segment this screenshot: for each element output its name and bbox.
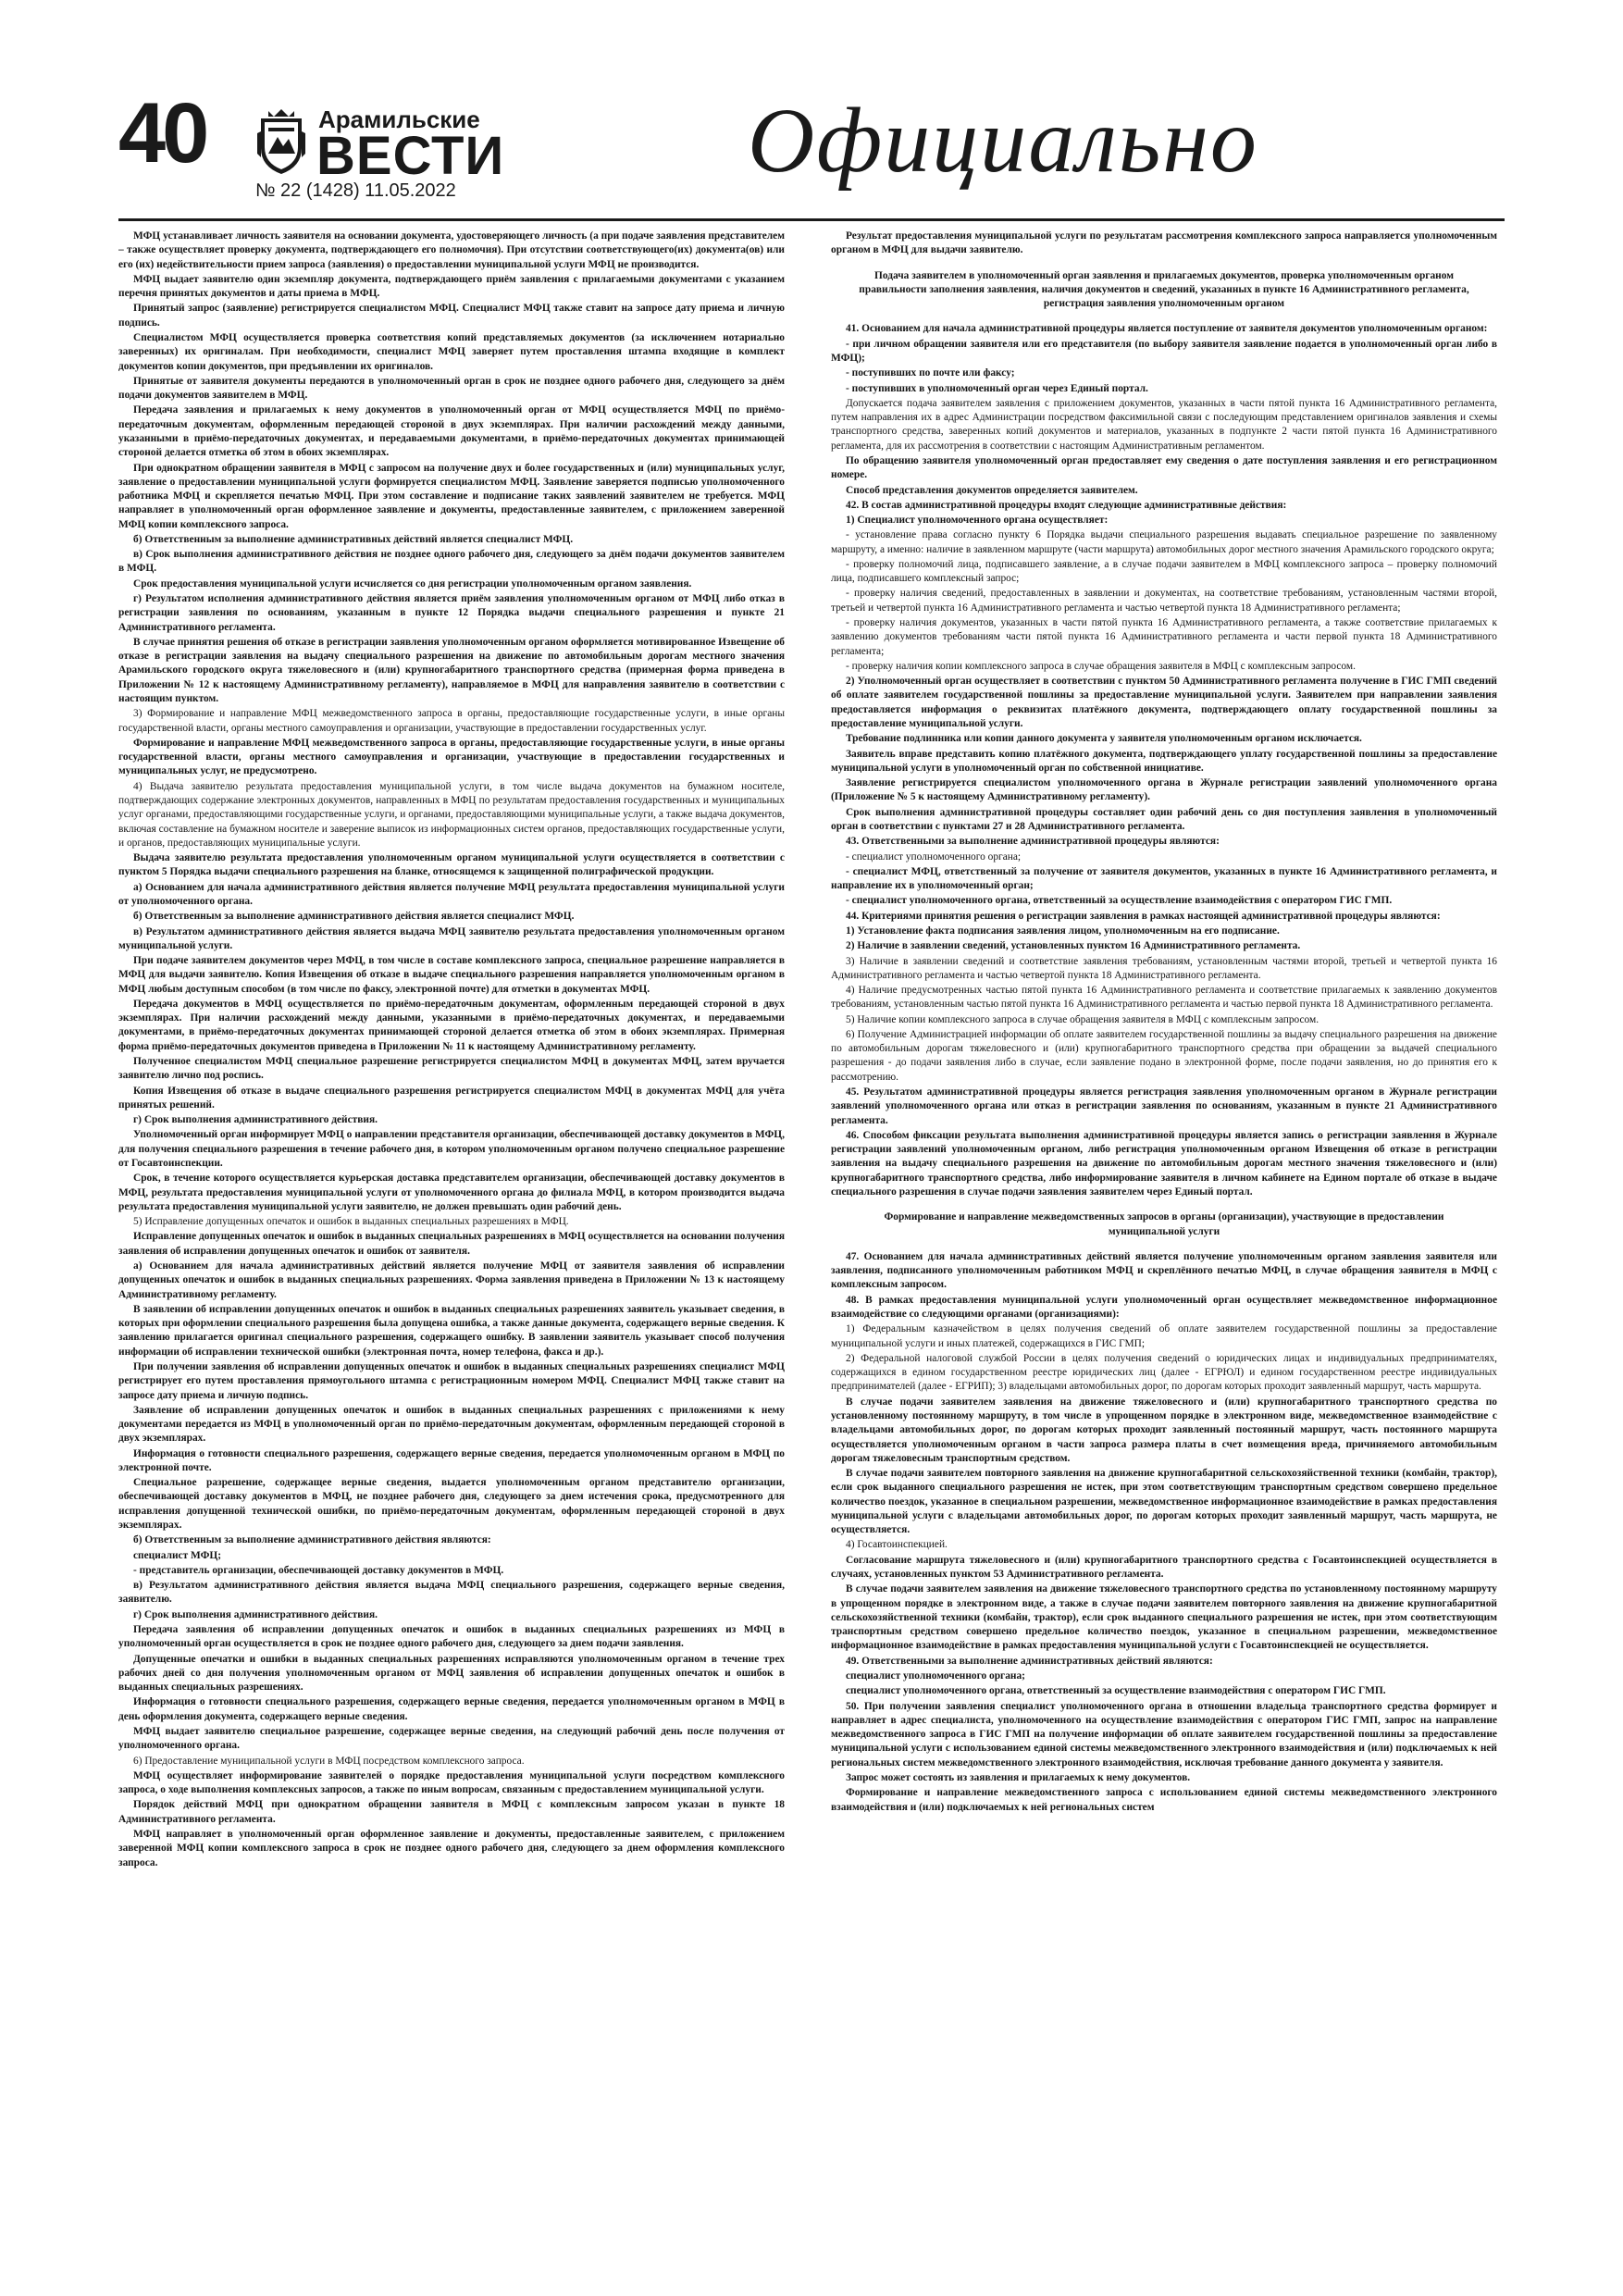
paragraph: МФЦ выдает заявителю один экземпляр документа, подтверждающего приём заявления с прилагаемыми документами с указанием перечня принятых документов и даты приема в МФЦ. [118, 273, 785, 300]
paragraph: 6) Предоставление муниципальной услуги в МФЦ посредством комплексного запроса. [133, 1755, 525, 1767]
paragraph: 4) Выдача заявителю результата предоставления муниципальной услуги, в том числе выдача документов на бумажном носителе, подтверждающих содержание электронных документов, направленных в МФЦ по результатам предоставления государственных и муниципальных услуг органами, предоставляющими государственные услуги, и органами, предоставляющими муниципальные услуги, а также выдача документов, включая составление на бумажном носителе и заверение выписок из информационных систем органов, предоставляющих государственные услуги, и органов, предоставляющих муниципальные услуги. [118, 780, 785, 849]
paragraph: Специальное разрешение, содержащее верные сведения, выдается уполномоченным органом представителю организации, обеспечивающей доставку документов в МФЦ, не позднее рабочего дня, следующего за днем истечения срока, предусмотренного для исправления допущенной технической ошибки, по приёмо-передаточным документам, оформленным передающей стороной в двух экземплярах. [118, 1477, 785, 1532]
paragraph: - представитель организации, обеспечивающей доставку документов в МФЦ. [133, 1564, 504, 1576]
paragraph: - поступивших по почте или факсу; [846, 367, 1015, 379]
paragraph: - специалист МФЦ, ответственный за получение от заявителя документов, указанных в пункте 16 Административного регламента, и направление их в уполномоченный орган; [831, 865, 1497, 892]
paragraph: Исправление допущенных опечаток и ошибок в выданных специальных разрешениях в МФЦ осуществляется на основании получения заявления об исправлении допущенных опечаток и ошибок от заявителя. [118, 1231, 785, 1257]
paragraph: б) Ответственным за выполнение административного действия являются: [133, 1534, 491, 1546]
section-title: Официально [748, 89, 1258, 192]
paragraph: В случае принятия решения об отказе в регистрации заявления уполномоченным органом оформляется мотивированное Извещение об отказе в регистрации заявления на выдачу специального разрешения на движение по автомобильным дорогам местного значения Арамильского городского округа тяжеловесного и (или) крупногабаритного транспортного средства (примерная форма приведена в Приложении № 12 к настоящему Административному регламенту), направляемое в МФЦ для направления заявителю в соответствии с настоящим пунктом. [118, 636, 785, 704]
paragraph: По обращению заявителя уполномоченный орган предоставляет ему сведения о дате поступления заявления и его регистрационном номере. [831, 454, 1497, 481]
paragraph: При однократном обращении заявителя в МФЦ с запросом на получение двух и более государственных и (или) муниципальных услуг, заявление о предоставлении муниципальной услуги формируется специалистом МФЦ. Заявление заверяется подписью уполномоченного работника МФЦ и скрепляется печатью МФЦ. При этом составление и подписание таких заявлений заявителем не требуется. МФЦ направляет в уполномоченный орган оформленное заявление и документы, предоставленные заявителем, с приложением заверенной МФЦ копии комплексного запроса. [118, 462, 785, 530]
paragraph: Выдача заявителю результата предоставления уполномоченным органом муниципальной услуги осуществляется в соответствии с пунктом 5 Порядка выдачи специального разрешения на бланке, относящемся к защищенной полиграфической продукции. [118, 852, 785, 878]
paragraph: Срок предоставления муниципальной услуги исчисляется со дня регистрации уполномоченным органом заявления. [133, 577, 692, 590]
paragraph: - специалист уполномоченного органа; [846, 850, 1022, 863]
paragraph: 3) Формирование и направление МФЦ межведомственного запроса в органы, предоставляющие государственные услуги, в иные органы государственной власти, органы местного самоуправления и организации, участвующие в предоставлении государственных услуг. [118, 708, 785, 734]
paragraph: Передача документов в МФЦ осуществляется по приёмо-передаточным документам, оформленным передающей стороной в двух экземплярах. При наличии расхождений между данными, указанными в приёмо-передаточных документах, и передаваемыми документами, в приёмо-передаточных документах принимающей стороной делается отметка об этом в обоих экземплярах. Примерная форма приёмо-передаточных документов приведена в Приложении № 11 к настоящему Административному регламенту. [118, 998, 785, 1052]
paragraph: МФЦ выдает заявителю специальное разрешение, содержащее верные сведения, на следующий рабочий день после получения от уполномоченного органа. [118, 1725, 785, 1752]
newspaper-name-large: ВЕСТИ [316, 126, 505, 186]
paragraph: 50. При получении заявления специалист уполномоченного органа в отношении владельца транспортного средства формирует и направляет в адрес специалиста, уполномоченного на осуществление взаимодействия с оператором ГИС ГМП, запрос на направление межведомственного запроса в ГИС ГМП на получение информации об оплате заявителем государственной пошлины за предоставление муниципальной услуги с использованием единой системы межведомственного электронного взаимодействия и (или) подключаемых к ней региональных систем межведомственного электронного взаимодействия, исключая требование данного документа у заявителя. [831, 1700, 1497, 1769]
paragraph: Информация о готовности специального разрешения, содержащего верные сведения, передается уполномоченным органом в МФЦ по электронной почте. [118, 1447, 785, 1473]
paragraph: в) Результатом административного действия является выдача МФЦ специального разрешения, содержащего верные сведения, заявителю. [118, 1580, 785, 1606]
paragraph: г) Срок выполнения административного действия. [133, 1114, 378, 1126]
paragraph: В случае подачи заявителем заявления на движение тяжеловесного транспортного средства по установленному постоянному маршруту в упрощенном порядке в электронном виде, а также в случае подачи заявителем повторного заявления на движение крупногабаритной сельскохозяйственной техники (комбайн, трактор), если срок выданного специального разрешения не истек, при этом соответствующим транспортным средством совершено предельное количество поездок, указанное в специальном разрешении, межведомственное информационное взаимодействие в рамках предоставления муниципальной услуги с Госавтоинспекцией не осуществляется. [831, 1583, 1497, 1652]
paragraph: Передача заявления и прилагаемых к нему документов в уполномоченный орган от МФЦ осуществляется МФЦ по приёмо-передаточным документам, оформленным передающей стороной в двух экземплярах. При наличии расхождений между данными, указанными в приёмо-передаточных документах, и передаваемыми документами, в приёмо-передаточных документах принимающей стороной делается отметка об этом в обоих экземплярах. [118, 404, 785, 459]
paragraph: Согласование маршрута тяжеловесного и (или) крупногабаритного транспортного средства с Госавтоинспекцией осуществляется в случаях, установленных пунктом 53 Административного регламента. [831, 1554, 1497, 1581]
paragraph: - проверку наличия сведений, предоставленных в заявлении и документах, на соответствие требованиям, установленным частями второй, третьей и четвертой пункта 16 Административного регламента и частью четвертой пункта 18 Административного регламента; [831, 588, 1497, 614]
paragraph: 45. Результатом административной процедуры является регистрация заявления уполномоченным органом в Журнале регистрации заявлений уполномоченного органа или отказ в регистрации заявления по основаниям, указанным в пункте 21 Административного регламента. [831, 1086, 1497, 1126]
paragraph: При получении заявления об исправлении допущенных опечаток и ошибок в выданных специальных разрешениях специалист МФЦ регистрирует его путем проставления прямоугольного штампа с регистрационным номером МФЦ. Специалист МФЦ также ставит на запросе дату приема и личную подпись. [118, 1360, 785, 1401]
paragraph: г) Срок выполнения административного действия. [133, 1608, 378, 1620]
paragraph: Результат предоставления муниципальной услуги по результатам рассмотрения комплексного запроса направляется уполномоченным органом в МФЦ для выдачи заявителю. [831, 230, 1497, 256]
paragraph: Передача заявления об исправлении допущенных опечаток и ошибок в выданных специальных разрешениях из МФЦ в уполномоченный орган осуществляется в срок не позднее одного рабочего дня, следующего за днем подачи заявления. [118, 1624, 785, 1650]
paragraph: Формирование и направление МФЦ межведомственного запроса в органы, предоставляющие государственные услуги, в иные органы государственной власти, органы местного самоуправления и организации, участвующие в предоставлении государственных и муниципальных услуг, не предусмотрено. [118, 737, 785, 777]
paragraph: Допущенные опечатки и ошибки в выданных специальных разрешениях исправляются уполномоченным органом в течение трех рабочих дней со дня получения уполномоченным органом от МФЦ заявления об исправлении допущенных опечаток и ошибок в выданных специальных разрешениях. [118, 1653, 785, 1694]
paragraph: 41. Основанием для начала административной процедуры является поступление от заявителя документов уполномоченным органом: [846, 323, 1488, 335]
paragraph: 42. В состав административной процедуры входят следующие административные действия: [846, 499, 1287, 511]
paragraph: 1) Федеральным казначейством в целях получения сведений об оплате заявителем государственной пошлины за предоставление муниципальной услуги и иных платежей, содержащихся в ГИС ГМП; [831, 1323, 1497, 1349]
paragraph: Требование подлинника или копии данного документа у заявителя уполномоченным органом исключается. [846, 733, 1362, 745]
right-text-column [831, 230, 1497, 2256]
paragraph: - при личном обращении заявителя или его представителя (по выбору заявителя заявление подается в уполномоченный орган либо в МФЦ); [831, 338, 1497, 364]
paragraph: Уполномоченный орган информирует МФЦ о направлении представителя организации, обеспечивающей доставку документов в МФЦ, для получения специального разрешения в течение рабочего дня, в котором уполномоченным органом получено специальное разрешение от Госавтоинспекции. [118, 1129, 785, 1169]
paragraph: - специалист уполномоченного органа, ответственный за осуществление взаимодействия с оператором ГИС ГМП. [846, 895, 1393, 907]
left-text-column [118, 230, 785, 2256]
paragraph: в) Результатом административного действия является выдача МФЦ заявителю результата предоставления уполномоченным органом муниципальной услуги. [118, 925, 785, 951]
paragraph: 3) Наличие в заявлении сведений и соответствие заявления требованиям, установленным частями второй, третьей и четвертой пункта 16 Административного регламента и частью четвертой пункта 18 Административного регламента. [831, 955, 1497, 981]
paragraph: МФЦ осуществляет информирование заявителей о порядке предоставления муниципальной услуги посредством комплексного запроса, о ходе выполнения комплексных запросов, а также по иным вопросам, связанным с предоставлением муниципальной услуги. [118, 1769, 785, 1796]
paragraph: В случае подачи заявителем заявления на движение тяжеловесного и (или) крупногабаритного транспортного средства по установленному постоянному маршруту, в том числе в упрощенном порядке в электронном виде, межведомственное взаимодействие с владельцами автомобильных дорог, по дорогам которых проходит заявленный постоянный маршрут, часть постоянного маршрута осуществляется уполномоченным органом в части запроса размера платы в счет возмещения вреда, причиняемого автомобильным дорогам тяжеловесным транспортным средством. [831, 1396, 1497, 1464]
paragraph: 2) Уполномоченный орган осуществляет в соответствии с пунктом 50 Административного регламента получение в ГИС ГМП сведений об оплате заявителем государственной пошлины за предоставление муниципальной услуги. Заявителем при направлении заявления предоставляется информация о реквизитах платёжного документа, подтверждающего оплату государственной пошлины за предоставление муниципальной услуги. [831, 676, 1497, 729]
paragraph: 2) Федеральной налоговой службой России в целях получения сведений о юридических лицах и индивидуальных предпринимателях, содержащихся в едином государственном реестре юридических лиц (далее - ЕГРЮЛ) и едином государственном реестре индивидуальных предпринимателей (далее - ЕГРИП); 3) владельцами автомобильных дорог, по дорогам которых проходит заявленный маршрут, часть маршрута. [831, 1352, 1497, 1393]
paragraph: специалист уполномоченного органа; [846, 1670, 1025, 1682]
paragraph: МФЦ устанавливает личность заявителя на основании документа, удостоверяющего личность (а при подаче заявления представителем – также осуществляет проверку документа, подтверждающего его полномочия). При отсутствии соответствующего(их) документа(ов) или его (их) недействительности прием запроса (заявления) о предоставлении муниципальной услуги МФЦ не производится. [118, 230, 785, 270]
page-number: 40 [118, 86, 206, 180]
paragraph: 5) Наличие копии комплексного запроса в случае обращения заявителя в МФЦ с комплексным запросом. [846, 1013, 1319, 1025]
paragraph: Срок, в течение которого осуществляется курьерская доставка представителем организации, обеспечивающей доставку документов в МФЦ, результата предоставления муниципальной услуги от уполномоченного органа до филиала МФЦ, в котором производится выдача результата предоставления муниципальной услуги заявителю, не должен превышать один рабочий день. [118, 1173, 785, 1212]
paragraph: б) Ответственным за выполнение административного действия является специалист МФЦ. [133, 911, 575, 923]
paragraph: Способ представления документов определяется заявителем. [846, 484, 1138, 496]
paragraph: Формирование и направление межведомственного запроса с использованием единой системы межведомственного электронного взаимодействия и (или) подключаемых к ней региональных систем [831, 1787, 1497, 1813]
paragraph: - проверку полномочий лица, подписавшего заявление, а в случае подачи заявителем в МФЦ комплексного запроса – проверку полномочий лица, подписавшего комплексный запрос; [831, 558, 1497, 585]
paragraph: Полученное специалистом МФЦ специальное разрешение регистрируется специалистом МФЦ в документах МФЦ, затем вручается заявителю лично под роспись. [118, 1056, 785, 1082]
paragraph: 4) Наличие предусмотренных частью пятой пункта 16 Административного регламента и соответствие прилагаемых к заявлению документов требованиям, установленным частью пятой пункта 16 Административного регламента и частью первой пункта 18 Административного регламента. [831, 985, 1497, 1011]
paragraph: а) Основанием для начала административных действий является получение МФЦ от заявителя заявления об исправлении допущенных опечаток и ошибок в выданных специальных разрешениях. Форма заявления приведена в Приложении № 13 к настоящему Административному регламенту. [118, 1260, 785, 1300]
newspaper-name-small: Арамильские [318, 105, 480, 133]
paragraph: 47. Основанием для начала административных действий является получение уполномоченным органом заявления заявителя или заявления, подписанного уполномоченным работником МФЦ и скреплённого печатью МФЦ, в случае обращения заявителя в МФЦ с комплексным запросом. [831, 1250, 1497, 1291]
paragraph: 49. Ответственными за выполнение административных действий являются: [846, 1655, 1213, 1667]
paragraph: Заявление об исправлении допущенных опечаток и ошибок в выданных специальных разрешениях с приложениями к нему документами передается из МФЦ в уполномоченный орган по приёмо-передаточным документам, оформленным передающей стороной в двух экземплярах. [118, 1404, 785, 1445]
paragraph: - проверку наличия копии комплексного запроса в случае обращения заявителя в МФЦ с комплексным запросом. [846, 660, 1356, 672]
paragraph: 1) Специалист уполномоченного органа осуществляет: [846, 515, 1109, 527]
paragraph: 4) Госавтоинспекцией. [846, 1539, 948, 1551]
paragraph: При подаче заявителем документов через МФЦ, в том числе в составе комплексного запроса, специальное разрешение направляется в МФЦ для выдачи заявителю. Копия Извещения об отказе в выдаче специального разрешения направляется уполномоченным органом в МФЦ любым доступным способом (в том числе по факсу, электронной почте) для отметки в документах МФЦ. [118, 955, 785, 995]
masthead [0, 0, 1623, 222]
paragraph: В заявлении об исправлении допущенных опечаток и ошибок в выданных специальных разрешениях заявитель указывает сведения, в которых при оформлении специального разрешения была допущена ошибка, а также данные документа, содержащего верные сведения. К заявлению прилагается оригинал специального разрешения, содержащего ошибку. В заявлении заявитель указывает способ получения информации об исправлении технической ошибки (электронная почта, номер телефона, факса и др.). [118, 1303, 785, 1358]
paragraph: Специалистом МФЦ осуществляется проверка соответствия копий представляемых документов (за исключением нотариально заверенных) их оригиналам. При необходимости, специалист МФЦ заверяет путем проставления штампа входящие в комплект документов копии документов, при предъявлении их оригиналов. [118, 331, 785, 372]
paragraph: специалист уполномоченного органа, ответственный за осуществление взаимодействия с оператором ГИС ГМП. [846, 1685, 1386, 1697]
paragraph: Порядок действий МФЦ при однократном обращении заявителя в МФЦ с комплексным запросом указан в пункте 18 Административного регламента. [118, 1799, 785, 1825]
paragraph: Допускается подача заявителем заявления с приложением документов, указанных в части пятой пункта 16 Административного регламента, путем направления их в адрес Администрации посредством факсимильной связи с последующим представлением оригиналов заявления и схемы транспортного средства, заверенных копий документов и материалов, указанных в подпункте 2 части пятой пункта 16 Административного регламента, для их рассмотрения в соответствии с настоящим Административным регламентом. [831, 397, 1497, 452]
paragraph: Информация о готовности специального разрешения, содержащего верные сведения, передается уполномоченным органом в МФЦ в день оформления документа, содержащего верные сведения. [118, 1696, 785, 1722]
header-rule [118, 218, 1505, 221]
paragraph: Принятые от заявителя документы передаются в уполномоченный орган в срок не позднее одного рабочего дня, следующего за днём подачи документов заявителем в МФЦ. [118, 375, 785, 402]
paragraph: Формирование и направление межведомственных запросов в органы (организации), участвующие в предоставлении муниципальной услуги [884, 1211, 1444, 1237]
paragraph: 1) Установление факта подписания заявления лицом, уполномоченным на его подписание. [846, 925, 1280, 937]
paragraph: 48. В рамках предоставления муниципальной услуги уполномоченный орган осуществляет межведомственное информационное взаимодействие со следующими органами (организациями): [831, 1294, 1497, 1320]
paragraph: Копия Извещения об отказе в выдаче специального разрешения регистрируется специалистом МФЦ в документах МФЦ для учёта принятых решений. [118, 1085, 785, 1111]
paragraph: - поступивших в уполномоченный орган через Единый портал. [846, 382, 1148, 394]
paragraph: Запрос может состоять из заявления и прилагаемых к нему документов. [846, 1771, 1191, 1783]
paragraph: 2) Наличие в заявлении сведений, установленных пунктом 16 Административного регламента. [846, 940, 1301, 952]
paragraph: Заявитель вправе представить копию платёжного документа, подтверждающего уплату государственной пошлины за предоставление муниципальной услуги в уполномоченный орган по собственной инициативе. [831, 748, 1497, 774]
paragraph: Срок выполнения административной процедуры составляет один рабочий день со дня поступления заявления в уполномоченный орган в соответствии с пунктами 27 и 28 Административного регламента. [831, 806, 1497, 832]
paragraph: Подача заявителем в уполномоченный орган заявления и прилагаемых документов, проверка уполномоченным органом правильности заполнения заявления, наличия документов и сведений, указанных в пункте 16 Административного регламента, регистрация заявления уполномоченным органом [859, 269, 1469, 310]
paragraph: 46. Способом фиксации результата выполнения административной процедуры является запись о регистрации заявления в Журнале регистрации заявлений уполномоченным органом, либо регистрация уполномоченным органом Извещения об отказе в регистрации заявления на выдачу специального разрешения на движение по автомобильным дорогам местного значения тяжеловесного и (или) крупногабаритного транспортного средства, либо информирование заявителя в личном кабинете на Едином портале об отказе в выдаче специального разрешения в случае подачи заявления заявителем через Единый портал. [831, 1129, 1497, 1198]
paragraph: 5) Исправление допущенных опечаток и ошибок в выданных специальных разрешениях в МФЦ. [133, 1216, 569, 1228]
paragraph: а) Основанием для начала административного действия является получение МФЦ результата предоставления муниципальной услуги от уполномоченного органа. [118, 881, 785, 907]
paragraph: б) Ответственным за выполнение административных действий является специалист МФЦ. [133, 533, 574, 545]
issue-info: № 22 (1428) 11.05.2022 [255, 180, 456, 201]
paragraph: 6) Получение Администрацией информации об оплате заявителем государственной пошлины за выдачу специального разрешения на движение по автомобильным дорогам тяжеловесного и (или) крупногабаритного транспортного средства при обращении за выдачей специального разрешения - до подачи заявления либо в случае, если заявление подано в электронной форме, после подачи заявления, но до принятия его к рассмотрению. [831, 1028, 1497, 1083]
paragraph: 44. Критериями принятия решения о регистрации заявления в рамках настоящей административной процедуры являются: [846, 910, 1441, 922]
paragraph: г) Результатом исполнения административного действия является приём заявления уполномоченным органом от МФЦ либо отказ в регистрации заявления по основаниям, указанным в пункте 12 Порядка выдачи специального разрешения и пункте 21 Административного регламента. [118, 593, 785, 633]
paragraph: - установление права согласно пункту 6 Порядка выдачи специального разрешения выдавать специальное разрешение по заявленному маршруту, а именно: наличие в заявленном маршруте (части маршрута) автомобильных дорог местного значения Арамильского городского округа; [831, 529, 1497, 555]
paragraph: Заявление регистрируется специалистом уполномоченного органа в Журнале регистрации заявлений уполномоченного органа (Приложение № 5 к настоящему Административному регламенту). [831, 777, 1497, 803]
paragraph: МФЦ направляет в уполномоченный орган оформленное заявление и документы, предоставленные заявителем, с приложением заверенной МФЦ копии комплексного запроса в срок не позднее одного рабочего дня, следующего за днем оформления комплексного запроса. [118, 1828, 785, 1868]
coat-of-arms-logo [255, 105, 307, 176]
paragraph: В случае подачи заявителем повторного заявления на движение крупногабаритной сельскохозяйственной техники (комбайн, трактор), если срок выданного специального разрешения не истек, при этом соответствующим транспортным средством совершено предельное количество поездок, указанное в специальном разрешении, межведомственное информационное взаимодействие в рамках предоставления муниципальной услуги с владельцами автомобильных дорог, по дорогам которых проходит заявленный маршрут, часть маршрута, не осуществляется. [831, 1468, 1497, 1536]
paragraph: - проверку наличия документов, указанных в части пятой пункта 16 Административного регламента, а также соответствие прилагаемых к заявлению документов требованиям части пятой пункта 16 Административного регламента и части первой пункта 18 Административного регламента; [831, 617, 1497, 657]
paragraph: 43. Ответственными за выполнение административной процедуры являются: [846, 836, 1220, 848]
paragraph: специалист МФЦ; [133, 1549, 222, 1561]
paragraph: Принятый запрос (заявление) регистрируется специалистом МФЦ. Специалист МФЦ также ставит на запросе дату приема и личную подпись. [118, 303, 785, 329]
paragraph: в) Срок выполнения административного действия не позднее одного рабочего дня, следующего за днём подачи документов заявителем в МФЦ. [118, 549, 785, 575]
